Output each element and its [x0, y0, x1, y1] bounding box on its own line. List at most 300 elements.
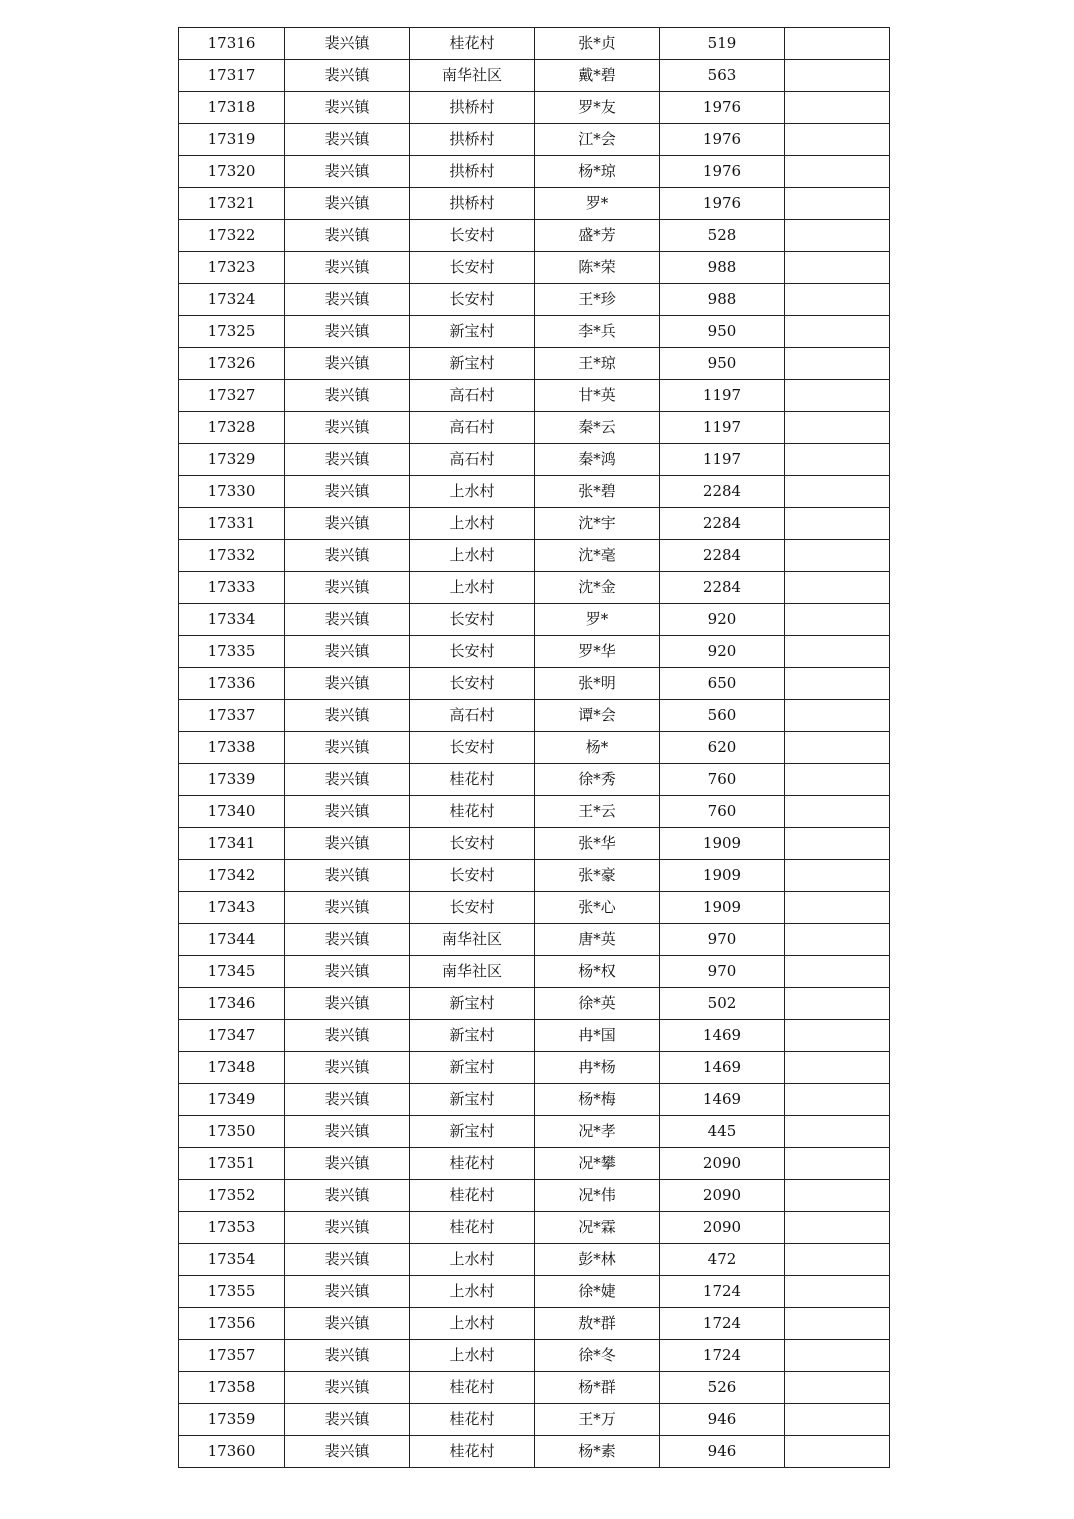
- name-cell: 王*云: [535, 796, 660, 828]
- name-cell: 杨*群: [535, 1372, 660, 1404]
- name-cell: 徐*秀: [535, 764, 660, 796]
- record-id-cell: 17336: [179, 668, 285, 700]
- amount-cell: 1197: [660, 380, 785, 412]
- name-cell: 罗*: [535, 604, 660, 636]
- note-cell: [785, 1436, 890, 1468]
- note-cell: [785, 508, 890, 540]
- village-cell: 高石村: [410, 412, 535, 444]
- note-cell: [785, 412, 890, 444]
- record-id-cell: 17320: [179, 156, 285, 188]
- name-cell: 杨*琼: [535, 156, 660, 188]
- amount-cell: 528: [660, 220, 785, 252]
- village-cell: 上水村: [410, 1244, 535, 1276]
- town-cell: 裴兴镇: [285, 668, 410, 700]
- record-id-cell: 17357: [179, 1340, 285, 1372]
- note-cell: [785, 540, 890, 572]
- amount-cell: 472: [660, 1244, 785, 1276]
- amount-cell: 920: [660, 636, 785, 668]
- amount-cell: 1976: [660, 156, 785, 188]
- note-cell: [785, 572, 890, 604]
- record-id-cell: 17326: [179, 348, 285, 380]
- records-table-body: [179, 28, 890, 1468]
- table-row: [179, 220, 890, 252]
- amount-cell: 445: [660, 1116, 785, 1148]
- name-cell: 冉*杨: [535, 1052, 660, 1084]
- village-cell: 长安村: [410, 732, 535, 764]
- table-row: [179, 316, 890, 348]
- note-cell: [785, 444, 890, 476]
- town-cell: 裴兴镇: [285, 988, 410, 1020]
- note-cell: [785, 220, 890, 252]
- village-cell: 桂花村: [410, 796, 535, 828]
- table-row: [179, 28, 890, 60]
- village-cell: 新宝村: [410, 1084, 535, 1116]
- town-cell: 裴兴镇: [285, 252, 410, 284]
- town-cell: 裴兴镇: [285, 1276, 410, 1308]
- name-cell: 王*珍: [535, 284, 660, 316]
- amount-cell: 1909: [660, 828, 785, 860]
- record-id-cell: 17327: [179, 380, 285, 412]
- name-cell: 杨*: [535, 732, 660, 764]
- record-id-cell: 17317: [179, 60, 285, 92]
- town-cell: 裴兴镇: [285, 348, 410, 380]
- village-cell: 拱桥村: [410, 124, 535, 156]
- amount-cell: 970: [660, 956, 785, 988]
- table-row: [179, 1084, 890, 1116]
- town-cell: 裴兴镇: [285, 380, 410, 412]
- village-cell: 长安村: [410, 828, 535, 860]
- record-id-cell: 17333: [179, 572, 285, 604]
- village-cell: 拱桥村: [410, 156, 535, 188]
- village-cell: 新宝村: [410, 1116, 535, 1148]
- note-cell: [785, 1180, 890, 1212]
- amount-cell: 502: [660, 988, 785, 1020]
- village-cell: 桂花村: [410, 1148, 535, 1180]
- town-cell: 裴兴镇: [285, 796, 410, 828]
- town-cell: 裴兴镇: [285, 476, 410, 508]
- table-row: [179, 188, 890, 220]
- village-cell: 上水村: [410, 476, 535, 508]
- record-id-cell: 17340: [179, 796, 285, 828]
- name-cell: 张*明: [535, 668, 660, 700]
- amount-cell: 2284: [660, 572, 785, 604]
- town-cell: 裴兴镇: [285, 1308, 410, 1340]
- amount-cell: 526: [660, 1372, 785, 1404]
- name-cell: 李*兵: [535, 316, 660, 348]
- village-cell: 长安村: [410, 636, 535, 668]
- note-cell: [785, 860, 890, 892]
- town-cell: 裴兴镇: [285, 1052, 410, 1084]
- table-row: [179, 956, 890, 988]
- village-cell: 长安村: [410, 892, 535, 924]
- note-cell: [785, 700, 890, 732]
- record-id-cell: 17351: [179, 1148, 285, 1180]
- name-cell: 盛*芳: [535, 220, 660, 252]
- village-cell: 桂花村: [410, 28, 535, 60]
- table-row: [179, 92, 890, 124]
- note-cell: [785, 924, 890, 956]
- village-cell: 长安村: [410, 860, 535, 892]
- town-cell: 裴兴镇: [285, 924, 410, 956]
- table-row: [179, 284, 890, 316]
- table-row: [179, 348, 890, 380]
- amount-cell: 2090: [660, 1212, 785, 1244]
- table-row: [179, 636, 890, 668]
- table-row: [179, 892, 890, 924]
- record-id-cell: 17316: [179, 28, 285, 60]
- name-cell: 张*华: [535, 828, 660, 860]
- record-id-cell: 17353: [179, 1212, 285, 1244]
- town-cell: 裴兴镇: [285, 1148, 410, 1180]
- amount-cell: 519: [660, 28, 785, 60]
- record-id-cell: 17330: [179, 476, 285, 508]
- amount-cell: 2284: [660, 508, 785, 540]
- town-cell: 裴兴镇: [285, 1372, 410, 1404]
- note-cell: [785, 732, 890, 764]
- note-cell: [785, 1148, 890, 1180]
- note-cell: [785, 28, 890, 60]
- table-row: [179, 252, 890, 284]
- record-id-cell: 17323: [179, 252, 285, 284]
- name-cell: 沈*毫: [535, 540, 660, 572]
- record-id-cell: 17343: [179, 892, 285, 924]
- village-cell: 长安村: [410, 604, 535, 636]
- town-cell: 裴兴镇: [285, 540, 410, 572]
- village-cell: 南华社区: [410, 924, 535, 956]
- table-row: [179, 604, 890, 636]
- name-cell: 况*伟: [535, 1180, 660, 1212]
- record-id-cell: 17352: [179, 1180, 285, 1212]
- town-cell: 裴兴镇: [285, 1340, 410, 1372]
- name-cell: 谭*会: [535, 700, 660, 732]
- amount-cell: 1976: [660, 92, 785, 124]
- village-cell: 长安村: [410, 668, 535, 700]
- record-id-cell: 17335: [179, 636, 285, 668]
- town-cell: 裴兴镇: [285, 1404, 410, 1436]
- amount-cell: 563: [660, 60, 785, 92]
- amount-cell: 988: [660, 252, 785, 284]
- town-cell: 裴兴镇: [285, 1180, 410, 1212]
- village-cell: 桂花村: [410, 764, 535, 796]
- village-cell: 上水村: [410, 540, 535, 572]
- village-cell: 南华社区: [410, 60, 535, 92]
- record-id-cell: 17334: [179, 604, 285, 636]
- table-row: [179, 1148, 890, 1180]
- record-id-cell: 17350: [179, 1116, 285, 1148]
- note-cell: [785, 316, 890, 348]
- record-id-cell: 17338: [179, 732, 285, 764]
- record-id-cell: 17339: [179, 764, 285, 796]
- table-row: [179, 1244, 890, 1276]
- note-cell: [785, 1116, 890, 1148]
- name-cell: 敖*群: [535, 1308, 660, 1340]
- record-id-cell: 17356: [179, 1308, 285, 1340]
- amount-cell: 760: [660, 764, 785, 796]
- village-cell: 新宝村: [410, 316, 535, 348]
- table-row: [179, 988, 890, 1020]
- amount-cell: 946: [660, 1436, 785, 1468]
- village-cell: 桂花村: [410, 1372, 535, 1404]
- table-row: [179, 1020, 890, 1052]
- village-cell: 高石村: [410, 380, 535, 412]
- amount-cell: 1724: [660, 1308, 785, 1340]
- table-row: [179, 764, 890, 796]
- record-id-cell: 17358: [179, 1372, 285, 1404]
- table-row: [179, 508, 890, 540]
- name-cell: 杨*素: [535, 1436, 660, 1468]
- village-cell: 高石村: [410, 444, 535, 476]
- record-id-cell: 17331: [179, 508, 285, 540]
- record-id-cell: 17345: [179, 956, 285, 988]
- town-cell: 裴兴镇: [285, 28, 410, 60]
- name-cell: 徐*冬: [535, 1340, 660, 1372]
- amount-cell: 950: [660, 348, 785, 380]
- record-id-cell: 17347: [179, 1020, 285, 1052]
- town-cell: 裴兴镇: [285, 1020, 410, 1052]
- village-cell: 新宝村: [410, 348, 535, 380]
- table-row: [179, 540, 890, 572]
- village-cell: 桂花村: [410, 1180, 535, 1212]
- village-cell: 拱桥村: [410, 92, 535, 124]
- note-cell: [785, 1308, 890, 1340]
- amount-cell: 920: [660, 604, 785, 636]
- amount-cell: 1197: [660, 444, 785, 476]
- table-row: [179, 732, 890, 764]
- record-id-cell: 17360: [179, 1436, 285, 1468]
- amount-cell: 1976: [660, 124, 785, 156]
- name-cell: 戴*碧: [535, 60, 660, 92]
- table-row: [179, 924, 890, 956]
- name-cell: 秦*鸿: [535, 444, 660, 476]
- amount-cell: 1909: [660, 860, 785, 892]
- note-cell: [785, 1340, 890, 1372]
- town-cell: 裴兴镇: [285, 508, 410, 540]
- record-id-cell: 17324: [179, 284, 285, 316]
- name-cell: 罗*: [535, 188, 660, 220]
- village-cell: 新宝村: [410, 1052, 535, 1084]
- table-row: [179, 1404, 890, 1436]
- record-id-cell: 17322: [179, 220, 285, 252]
- table-row: [179, 124, 890, 156]
- village-cell: 长安村: [410, 252, 535, 284]
- name-cell: 张*豪: [535, 860, 660, 892]
- table-row: [179, 1116, 890, 1148]
- note-cell: [785, 668, 890, 700]
- table-row: [179, 444, 890, 476]
- table-row: [179, 1276, 890, 1308]
- table-row: [179, 700, 890, 732]
- record-id-cell: 17337: [179, 700, 285, 732]
- village-cell: 桂花村: [410, 1404, 535, 1436]
- table-row: [179, 1436, 890, 1468]
- amount-cell: 1469: [660, 1052, 785, 1084]
- note-cell: [785, 892, 890, 924]
- amount-cell: 1197: [660, 412, 785, 444]
- note-cell: [785, 1404, 890, 1436]
- table-row: [179, 1052, 890, 1084]
- amount-cell: 560: [660, 700, 785, 732]
- note-cell: [785, 764, 890, 796]
- amount-cell: 970: [660, 924, 785, 956]
- records-table: [178, 27, 890, 1468]
- table-row: [179, 1340, 890, 1372]
- town-cell: 裴兴镇: [285, 1436, 410, 1468]
- town-cell: 裴兴镇: [285, 92, 410, 124]
- record-id-cell: 17346: [179, 988, 285, 1020]
- name-cell: 张*心: [535, 892, 660, 924]
- name-cell: 杨*权: [535, 956, 660, 988]
- note-cell: [785, 1244, 890, 1276]
- town-cell: 裴兴镇: [285, 156, 410, 188]
- town-cell: 裴兴镇: [285, 860, 410, 892]
- amount-cell: 950: [660, 316, 785, 348]
- village-cell: 上水村: [410, 1340, 535, 1372]
- town-cell: 裴兴镇: [285, 892, 410, 924]
- amount-cell: 1976: [660, 188, 785, 220]
- record-id-cell: 17321: [179, 188, 285, 220]
- table-row: [179, 860, 890, 892]
- table-row: [179, 60, 890, 92]
- amount-cell: 1909: [660, 892, 785, 924]
- note-cell: [785, 1372, 890, 1404]
- note-cell: [785, 956, 890, 988]
- note-cell: [785, 1020, 890, 1052]
- amount-cell: 1724: [660, 1276, 785, 1308]
- table-row: [179, 572, 890, 604]
- name-cell: 陈*荣: [535, 252, 660, 284]
- village-cell: 上水村: [410, 508, 535, 540]
- village-cell: 新宝村: [410, 988, 535, 1020]
- town-cell: 裴兴镇: [285, 188, 410, 220]
- name-cell: 沈*宇: [535, 508, 660, 540]
- table-row: [179, 668, 890, 700]
- town-cell: 裴兴镇: [285, 700, 410, 732]
- note-cell: [785, 156, 890, 188]
- amount-cell: 2090: [660, 1148, 785, 1180]
- table-row: [179, 1212, 890, 1244]
- town-cell: 裴兴镇: [285, 284, 410, 316]
- note-cell: [785, 604, 890, 636]
- village-cell: 新宝村: [410, 1020, 535, 1052]
- note-cell: [785, 1084, 890, 1116]
- amount-cell: 2284: [660, 476, 785, 508]
- amount-cell: 1469: [660, 1020, 785, 1052]
- town-cell: 裴兴镇: [285, 604, 410, 636]
- village-cell: 长安村: [410, 284, 535, 316]
- name-cell: 秦*云: [535, 412, 660, 444]
- name-cell: 王*琼: [535, 348, 660, 380]
- note-cell: [785, 124, 890, 156]
- village-cell: 上水村: [410, 1276, 535, 1308]
- village-cell: 南华社区: [410, 956, 535, 988]
- town-cell: 裴兴镇: [285, 316, 410, 348]
- record-id-cell: 17355: [179, 1276, 285, 1308]
- town-cell: 裴兴镇: [285, 220, 410, 252]
- name-cell: 甘*英: [535, 380, 660, 412]
- table-row: [179, 1180, 890, 1212]
- village-cell: 桂花村: [410, 1436, 535, 1468]
- amount-cell: 650: [660, 668, 785, 700]
- note-cell: [785, 476, 890, 508]
- note-cell: [785, 1212, 890, 1244]
- note-cell: [785, 284, 890, 316]
- table-row: [179, 380, 890, 412]
- record-id-cell: 17348: [179, 1052, 285, 1084]
- name-cell: 冉*国: [535, 1020, 660, 1052]
- note-cell: [785, 380, 890, 412]
- record-id-cell: 17325: [179, 316, 285, 348]
- amount-cell: 760: [660, 796, 785, 828]
- amount-cell: 1724: [660, 1340, 785, 1372]
- name-cell: 彭*林: [535, 1244, 660, 1276]
- table-row: [179, 828, 890, 860]
- name-cell: 况*霖: [535, 1212, 660, 1244]
- town-cell: 裴兴镇: [285, 636, 410, 668]
- town-cell: 裴兴镇: [285, 1084, 410, 1116]
- town-cell: 裴兴镇: [285, 956, 410, 988]
- name-cell: 况*孝: [535, 1116, 660, 1148]
- town-cell: 裴兴镇: [285, 60, 410, 92]
- village-cell: 拱桥村: [410, 188, 535, 220]
- record-id-cell: 17344: [179, 924, 285, 956]
- amount-cell: 620: [660, 732, 785, 764]
- note-cell: [785, 188, 890, 220]
- note-cell: [785, 636, 890, 668]
- note-cell: [785, 796, 890, 828]
- record-id-cell: 17318: [179, 92, 285, 124]
- record-id-cell: 17359: [179, 1404, 285, 1436]
- name-cell: 张*贞: [535, 28, 660, 60]
- amount-cell: 946: [660, 1404, 785, 1436]
- town-cell: 裴兴镇: [285, 124, 410, 156]
- town-cell: 裴兴镇: [285, 732, 410, 764]
- note-cell: [785, 828, 890, 860]
- amount-cell: 2090: [660, 1180, 785, 1212]
- village-cell: 上水村: [410, 1308, 535, 1340]
- town-cell: 裴兴镇: [285, 412, 410, 444]
- table-row: [179, 796, 890, 828]
- name-cell: 罗*友: [535, 92, 660, 124]
- town-cell: 裴兴镇: [285, 1244, 410, 1276]
- name-cell: 徐*婕: [535, 1276, 660, 1308]
- village-cell: 桂花村: [410, 1212, 535, 1244]
- name-cell: 罗*华: [535, 636, 660, 668]
- table-row: [179, 412, 890, 444]
- record-id-cell: 17319: [179, 124, 285, 156]
- amount-cell: 988: [660, 284, 785, 316]
- table-row: [179, 156, 890, 188]
- name-cell: 张*碧: [535, 476, 660, 508]
- amount-cell: 2284: [660, 540, 785, 572]
- note-cell: [785, 1276, 890, 1308]
- town-cell: 裴兴镇: [285, 444, 410, 476]
- note-cell: [785, 252, 890, 284]
- record-id-cell: 17328: [179, 412, 285, 444]
- record-id-cell: 17342: [179, 860, 285, 892]
- note-cell: [785, 60, 890, 92]
- town-cell: 裴兴镇: [285, 764, 410, 796]
- record-id-cell: 17332: [179, 540, 285, 572]
- amount-cell: 1469: [660, 1084, 785, 1116]
- name-cell: 杨*梅: [535, 1084, 660, 1116]
- name-cell: 况*攀: [535, 1148, 660, 1180]
- town-cell: 裴兴镇: [285, 1116, 410, 1148]
- note-cell: [785, 988, 890, 1020]
- note-cell: [785, 1052, 890, 1084]
- town-cell: 裴兴镇: [285, 828, 410, 860]
- record-id-cell: 17341: [179, 828, 285, 860]
- record-id-cell: 17354: [179, 1244, 285, 1276]
